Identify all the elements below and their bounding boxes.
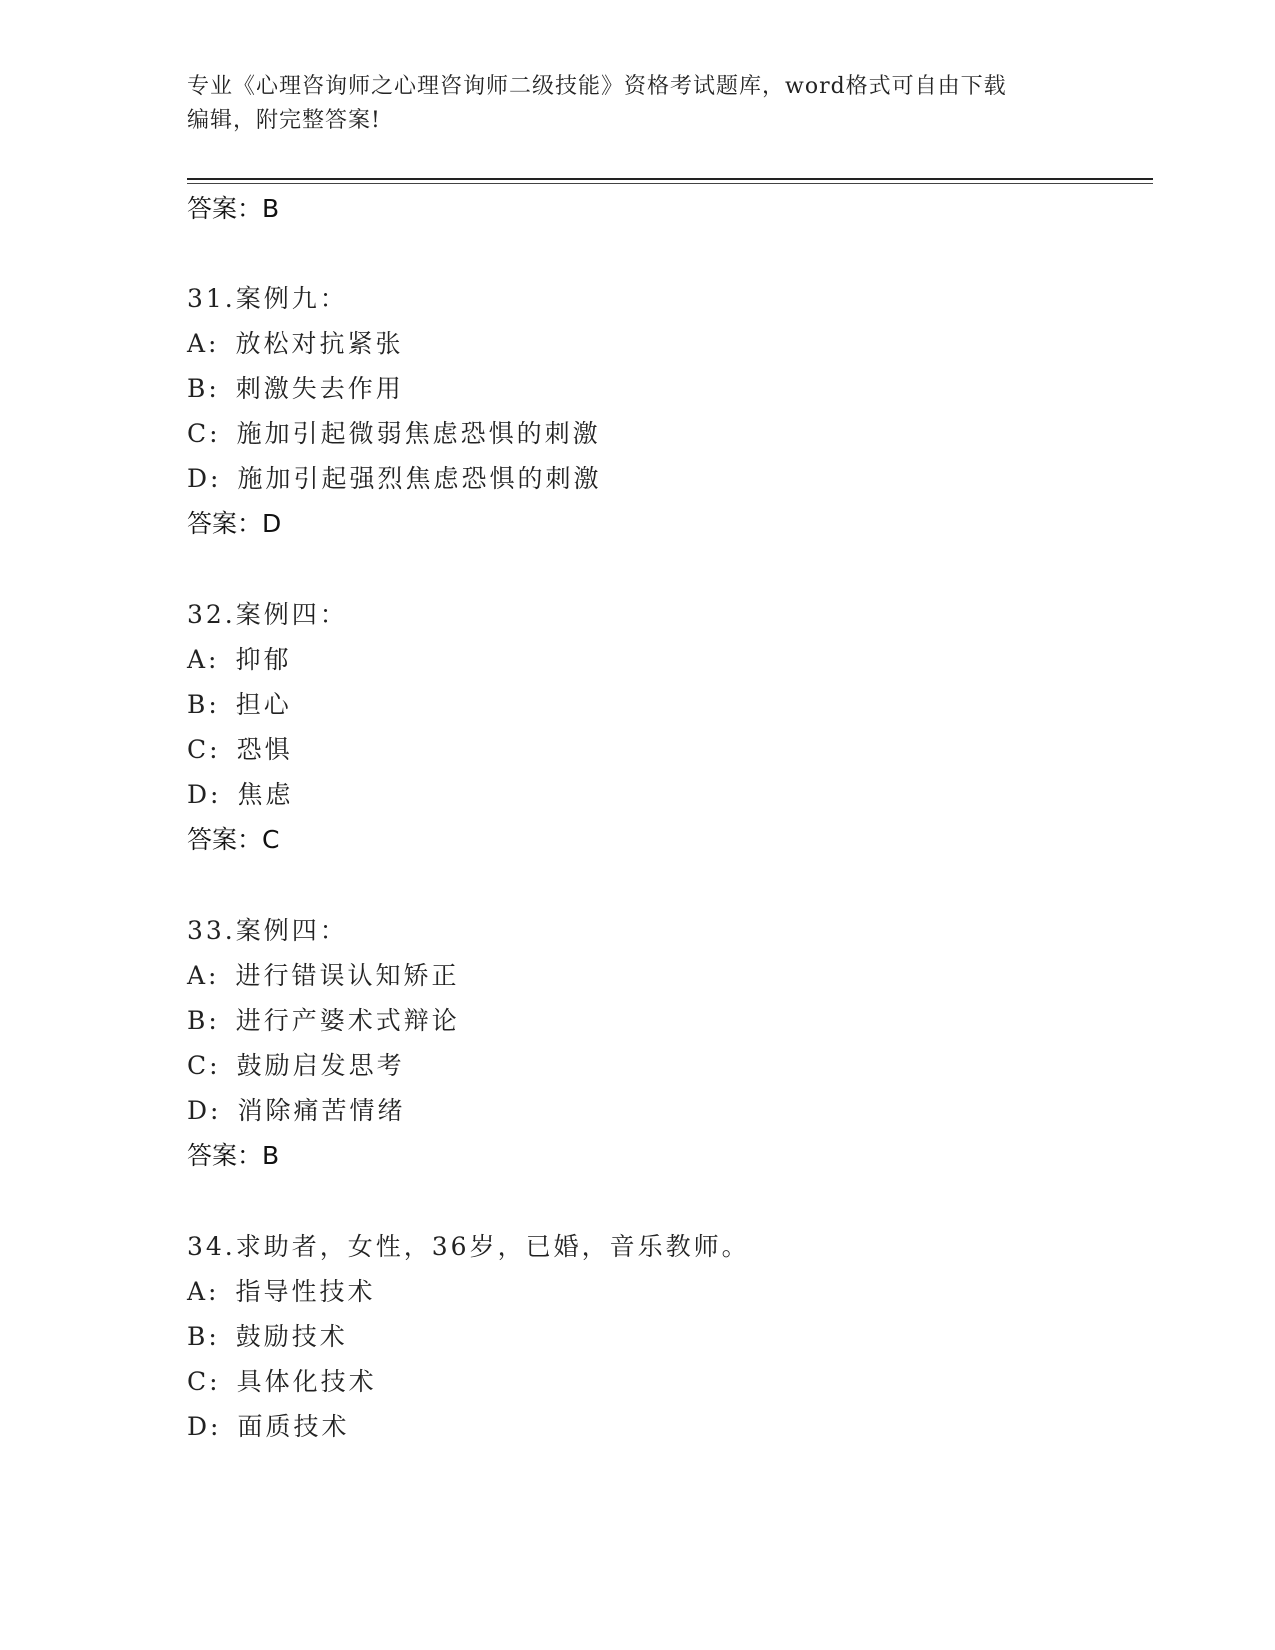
option-text: 鼓励技术 <box>235 1322 348 1351</box>
option-label: C: <box>187 419 221 448</box>
question-33-stem: 33.案例四： <box>187 916 348 945</box>
question-32-answer: 答案：C <box>187 825 280 854</box>
question-31-option-d <box>187 464 601 494</box>
option-text: 焦虑 <box>237 780 294 809</box>
option-text: 进行产婆术式辩论 <box>235 1006 460 1035</box>
question-32-stem: 32.案例四： <box>187 600 348 629</box>
option-label: A: <box>187 961 220 990</box>
question-34-stem: 34.求助者，女性，36岁，已婚，音乐教师。 <box>187 1232 750 1261</box>
option-text: 鼓励启发思考 <box>236 1051 405 1080</box>
option-label: B: <box>187 1006 220 1035</box>
option-text: 抑郁 <box>235 645 292 674</box>
question-33-answer: 答案：B <box>187 1141 280 1170</box>
question-32-option-d <box>187 780 293 810</box>
question-34-option-c <box>187 1367 377 1397</box>
header-rule-thin <box>187 183 1153 184</box>
question-33-option-d <box>187 1096 405 1126</box>
question-32-option-b <box>187 690 292 720</box>
question-34-option-a <box>187 1277 376 1307</box>
question-33-option-c <box>187 1051 405 1081</box>
option-text: 施加引起微弱焦虑恐惧的刺激 <box>236 419 601 448</box>
option-label: A: <box>187 645 220 674</box>
question-32-option-c <box>187 735 293 765</box>
question-34-option-d <box>187 1412 349 1442</box>
option-label: B: <box>187 1322 220 1351</box>
option-text: 消除痛苦情绪 <box>237 1096 406 1125</box>
option-text: 恐惧 <box>236 735 293 764</box>
question-31-stem: 31.案例九： <box>187 284 348 313</box>
option-text: 放松对抗紧张 <box>235 329 404 358</box>
answer-prev: 答案：B <box>187 194 280 223</box>
question-31-answer: 答案：D <box>187 509 282 538</box>
option-label: A: <box>187 329 220 358</box>
option-label: C: <box>187 735 221 764</box>
question-34-option-b <box>187 1322 348 1352</box>
header-line-2: 编辑，附完整答案! <box>187 108 381 133</box>
header-line-1: 专业《心理咨询师之心理咨询师二级技能》资格考试题库，word格式可自由下载 <box>187 74 1007 99</box>
option-text: 刺激失去作用 <box>235 374 404 403</box>
option-text: 具体化技术 <box>236 1367 377 1396</box>
question-32-option-a <box>187 645 292 675</box>
option-label: D: <box>187 464 222 493</box>
option-label: B: <box>187 374 220 403</box>
header-rule-thick <box>187 178 1153 180</box>
option-text: 担心 <box>235 690 292 719</box>
option-label: A: <box>187 1277 220 1306</box>
document-header <box>187 70 1067 138</box>
question-33-option-a <box>187 961 460 991</box>
question-31-option-b <box>187 374 404 404</box>
option-label: B: <box>187 690 220 719</box>
option-text: 施加引起强烈焦虑恐惧的刺激 <box>237 464 602 493</box>
option-label: D: <box>187 780 222 809</box>
question-33-option-b <box>187 1006 460 1036</box>
option-text: 面质技术 <box>237 1412 350 1441</box>
option-label: D: <box>187 1096 222 1125</box>
option-label: C: <box>187 1367 221 1396</box>
option-label: C: <box>187 1051 221 1080</box>
option-text: 进行错误认知矫正 <box>235 961 460 990</box>
question-31-option-c <box>187 419 601 449</box>
question-31-option-a <box>187 329 404 359</box>
option-text: 指导性技术 <box>235 1277 376 1306</box>
option-label: D: <box>187 1412 222 1441</box>
